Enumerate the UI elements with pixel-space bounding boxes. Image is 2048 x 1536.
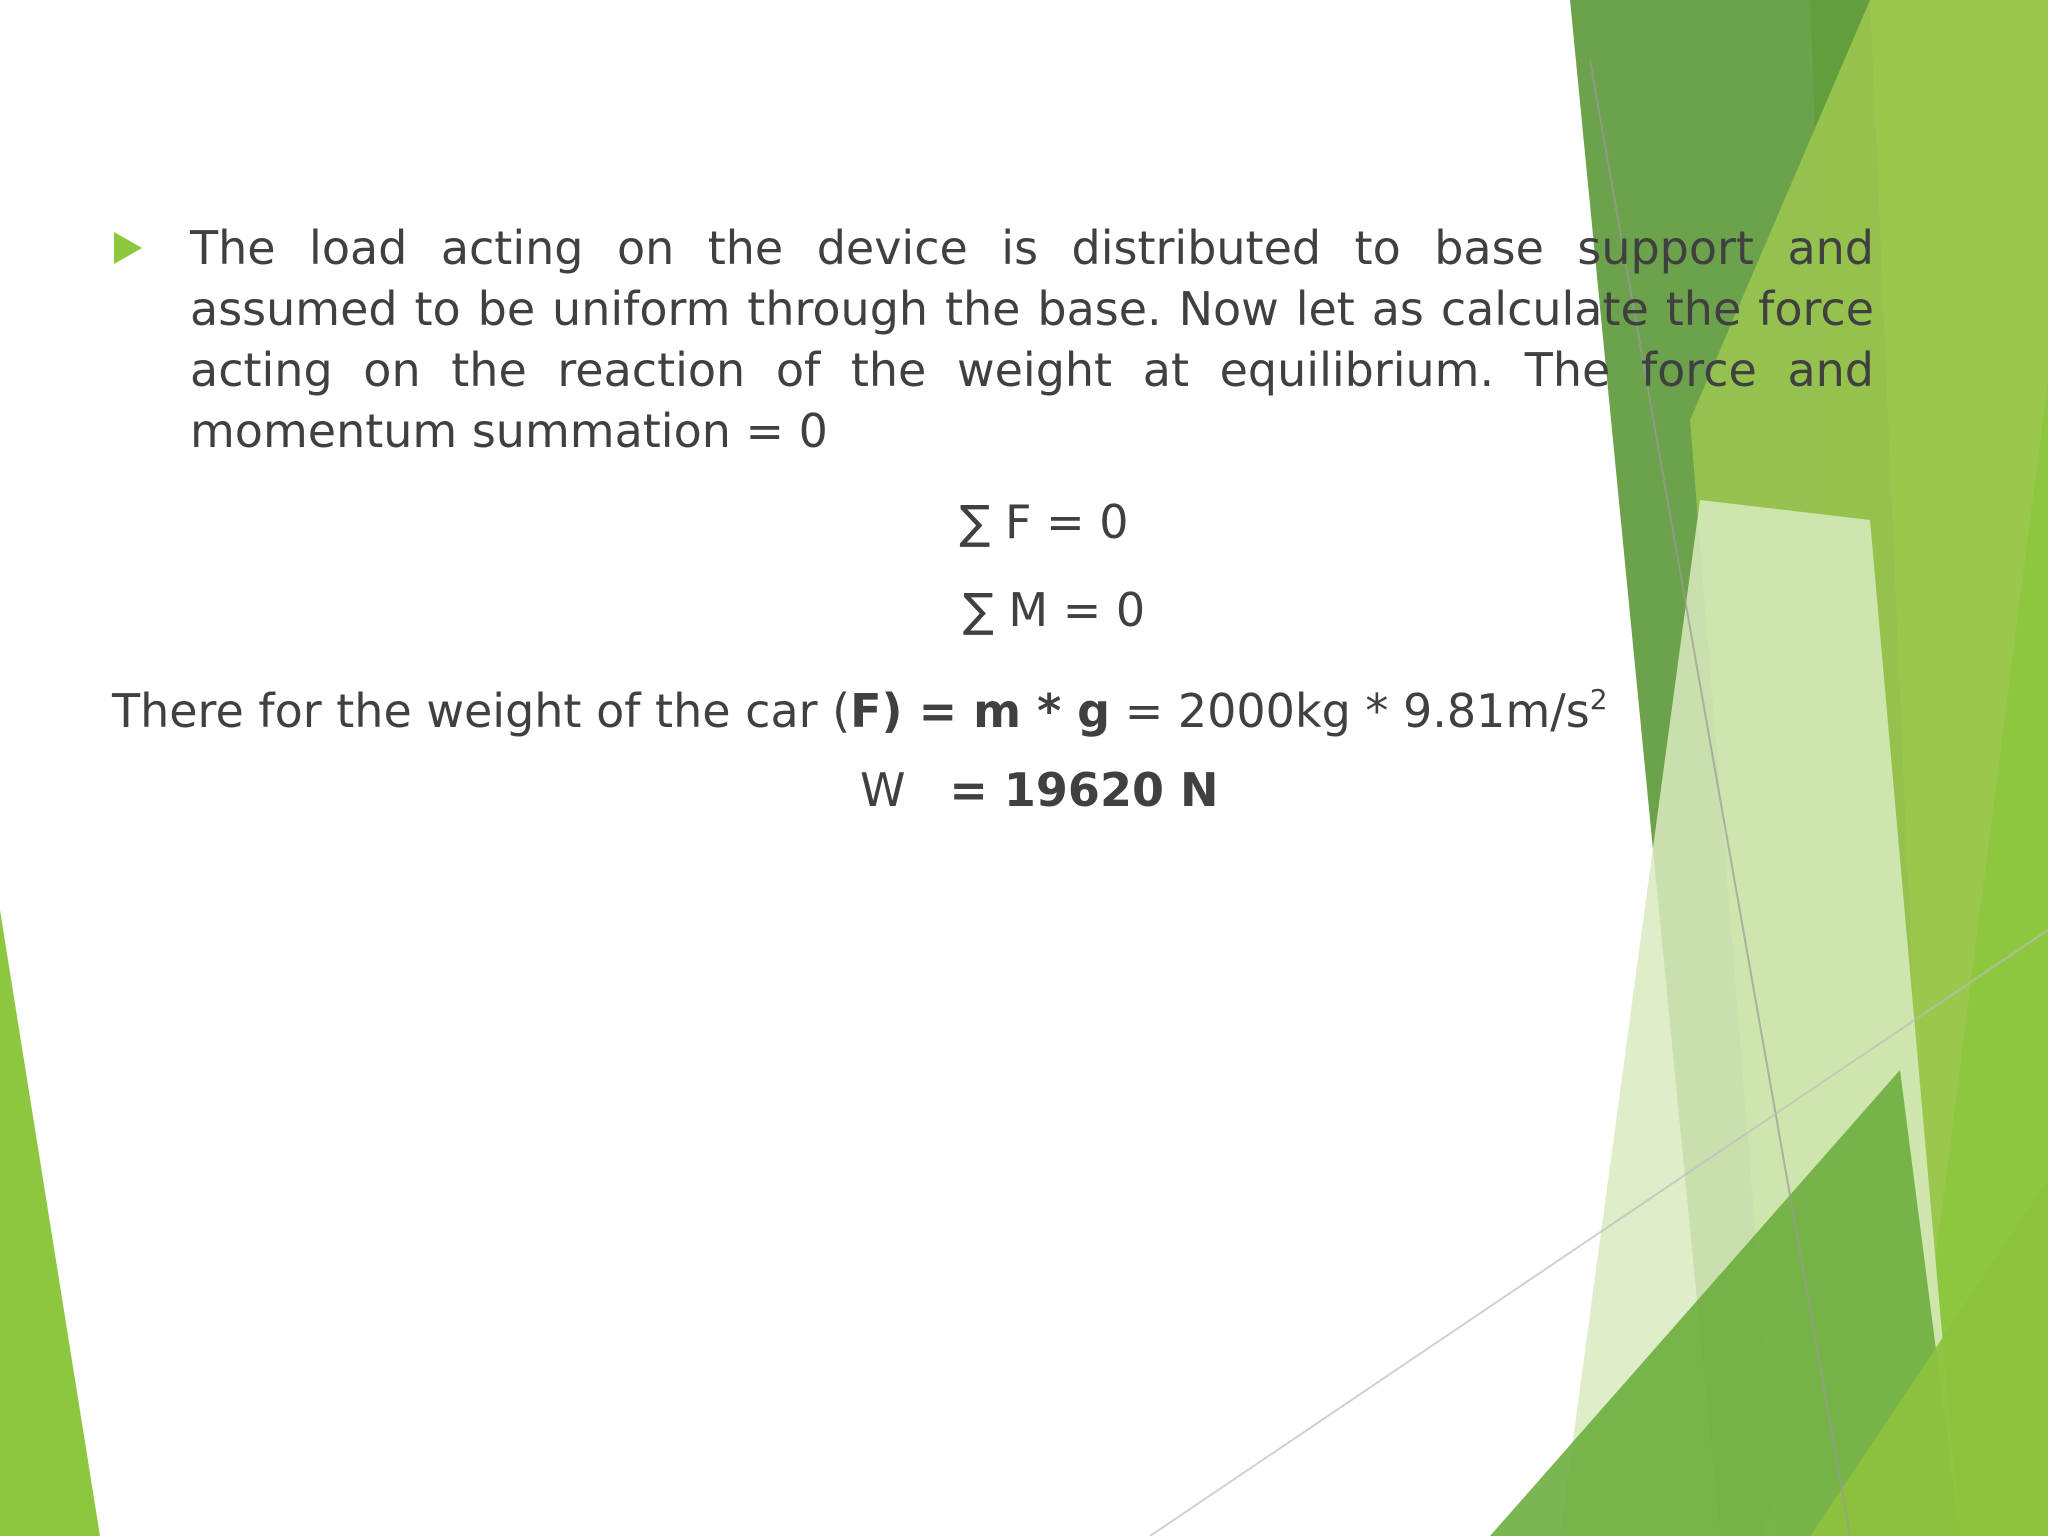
equation-sum-force: ∑ F = 0	[959, 495, 1129, 549]
result-label: W	[860, 763, 950, 817]
weight-superscript: 2	[1589, 683, 1608, 716]
weight-values: = 2000kg * 9.81m/s	[1110, 684, 1590, 738]
result-value: = 19620 N	[949, 763, 1219, 817]
bullet-arrow-icon	[114, 232, 142, 264]
equation-sum-moment: ∑ M = 0	[962, 583, 1146, 637]
weight-prefix: There for the weight of the car (	[112, 684, 851, 738]
decor-shape-left	[0, 910, 100, 1536]
weight-equation	[112, 672, 1608, 739]
bullet-text: The load acting on the device is distributed to base support and assumed to be uniform through the base. Now let as calculate the force acting on the reaction of the weight at equilibrium. The force and momentum summation = 0	[190, 221, 1874, 458]
bullet-paragraph	[114, 218, 1874, 462]
weight-formula: F) = m * g	[850, 684, 1111, 738]
weight-result	[860, 762, 1218, 818]
